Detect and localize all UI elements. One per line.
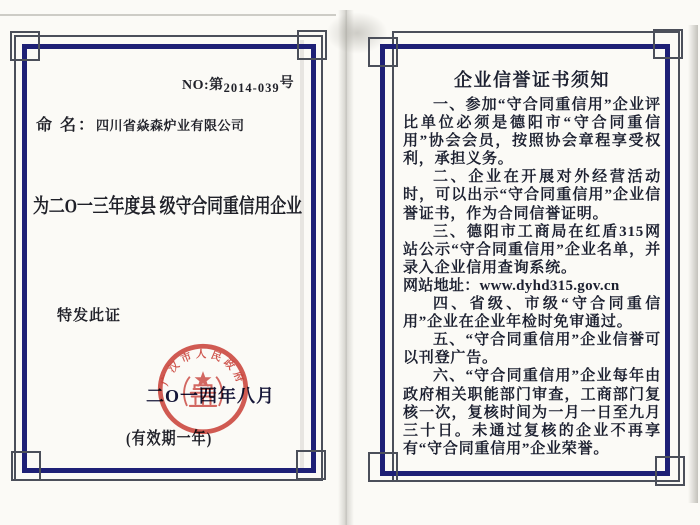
notice-body [403,96,661,458]
serial-digits: 2014-039 [223,81,280,95]
page-edge-shadow [688,25,698,503]
notice-website-line: 网站地址：www.dyhd315.gov.cn [403,277,620,294]
frame-corner-ornament [10,31,40,61]
company-name: 四川省焱森炉业有限公司 [96,118,245,133]
validity-note: (有效期一年) [126,430,213,449]
seal-text: 广汉市人民政府 [159,349,247,388]
issue-statement: 特发此证 [57,308,122,324]
frame-corner-ornament [368,37,398,67]
frame-corner-ornament [653,29,683,59]
award-statement: 为二O一三年度县 级守合同重信用企业 [33,196,302,218]
serial-suffix: 号 [279,76,295,91]
notice-paragraph: 六、“守合同重信用”企业每年由政府相关职能部门审查，工商部门复核一次，复核时间为一月一日至九月三十日。未通过复核的企业不再享有“守合同重信用”企业荣誉。 [403,368,661,457]
notice-paragraph: 三、德阳市工商局在红盾315网站公示“守合同重信用”企业名单，并录入企业信用查询系统。 [403,223,661,276]
frame-corner-ornament [297,30,327,60]
scan-edge-line [0,14,336,16]
notice-paragraph: 二、企业在开展对外经营活动时，可以出示“守合同重信用”企业信誉证书，作为合同信誉证明。 [403,169,661,222]
notice-paragraph: 五、“守合同重信用”企业信誉可以刊登广告。 [403,332,661,367]
frame-corner-ornament [368,452,398,482]
frame-corner-ornament [11,451,41,481]
notice-paragraph: 一、参加“守合同重信用”企业评比单位必须是德阳市“守合同重信用”协会会员，按照协会章程享受权利，承担义务。 [403,97,661,168]
frame-corner-ornament [655,456,685,486]
page-fold-crease [338,10,354,525]
notice-title: 企业信誉证书须知 [454,70,610,90]
recipient-name-label: 命 名： [36,117,97,134]
notice-paragraph: 四、省级、市级“守合同重信用”企业在企业年检时免审通过。 [403,296,661,331]
issue-date: 二O一四年八月 [146,386,276,406]
certificate-serial-number [182,74,294,94]
frame-corner-ornament [296,450,326,480]
serial-prefix: NO:第 [182,78,224,93]
recipient-name-line [36,112,245,135]
